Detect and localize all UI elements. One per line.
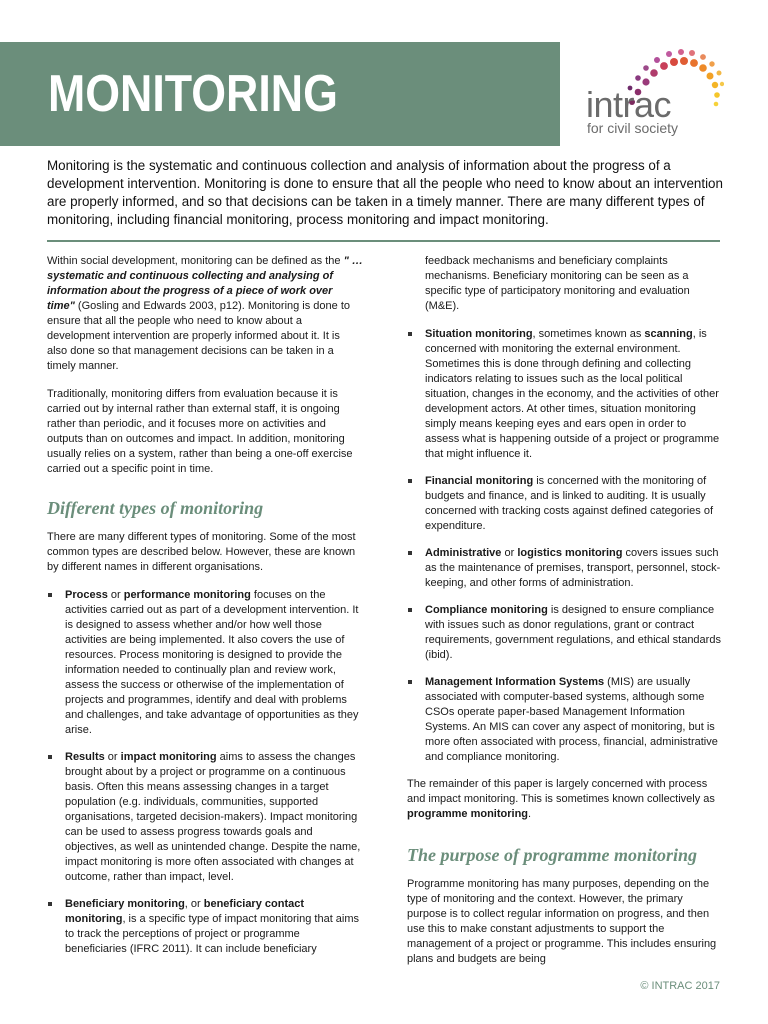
- list-item: [47, 750, 363, 885]
- connector: , or: [184, 898, 204, 910]
- definition-quote: " … systematic and continuous collecting and analysing of information about the progress of a piece of work over time": [47, 255, 363, 312]
- description: aims to assess the changes brought about by a project or programme on a continuous basis. Often this means assessing changes in a target population (e.g. individuals, communities, supported organisations, targeted decision-makers). Impact monitoring can be used to assess progress towards goals and objectives, as well as unintended change. Despite the name, impact monitoring is more often associated with changes at outcome, rather than impact, level.: [65, 751, 361, 883]
- list-item: [407, 546, 723, 591]
- remainder-text-end: .: [528, 808, 532, 820]
- copyright-footer: © INTRAC 2017: [640, 980, 720, 992]
- intro-paragraph: Monitoring is the systematic and continuous collection and analysis of information about the progress of a development intervention. Monitoring is done to ensure that all the people who need to know about an intervention are properly informed, and so that decisions can be taken in a timely manner. There are many different types of monitoring, including financial monitoring, process monitoring and impact monitoring.: [47, 158, 723, 227]
- connector: or: [107, 589, 124, 601]
- term: Beneficiary monitoring: [65, 898, 185, 910]
- description: , is a specific type of impact monitoring that aims to track the perceptions of project or programme beneficiaries (IFRC 2011). It can include beneficiary: [65, 913, 360, 955]
- connector: or: [501, 547, 518, 559]
- description: (MIS) are usually associated with computer-based systems, although some CSOs operate paper-based Management Information Systems. An MIS can cover any aspect of monitoring, but is more often associated with process, financial, administrative and compliance monitoring.: [425, 676, 718, 763]
- term: Results: [65, 751, 105, 763]
- description: is designed to ensure compliance with issues such as donor regulations, grant or contract requirements, government regulations, and ethical standards (ibid).: [425, 604, 721, 661]
- term: Process: [65, 589, 108, 601]
- term: Compliance monitoring: [425, 604, 548, 616]
- remainder-paragraph: [407, 777, 723, 822]
- description: , is concerned with monitoring the external environment. Sometimes this is done through defining and collecting indicators relating to issues such as the local political situation, changes in the economy, and the activities of other development actors. At other times, situation monitoring simply means keeping eyes and ears open in order to assess what is happening outside of a project or programme that might influence it.: [425, 328, 720, 460]
- term: programme monitoring: [407, 808, 529, 820]
- logo-tagline: for civil society: [587, 120, 679, 136]
- title-banner: [0, 42, 560, 146]
- term: beneficiary contact monitoring: [65, 898, 305, 925]
- term: scanning: [644, 328, 693, 340]
- remainder-text: The remainder of this paper is largely concerned with process and impact monitoring. This is sometimes known collectively as: [407, 778, 715, 805]
- term: logistics monitoring: [517, 547, 623, 559]
- bullet-icon: [48, 593, 52, 597]
- definition-text: Within social development, monitoring can be defined as the: [47, 255, 344, 267]
- page-title: MONITORING: [48, 65, 338, 123]
- purpose-paragraph: Programme monitoring has many purposes, depending on the type of monitoring and the context. However, the primary purpose is to collect regular information on progress, and then use this to make constant adjustments to support the management of a project or programme. This includes ensuring plans and budgets are being: [407, 878, 717, 965]
- types-list-continued: [407, 327, 723, 765]
- description: focuses on the activities carried out as part of a development intervention. It is designed to assess whether and/or how well those activities are being implemented. It also covers the use of resources. Process monitoring is designed to provide the information needed to continually plan and review work, assess the success or otherwise of the implementation of projects and programmes, identify and deal with problems and challenges, and take advantage of opportunities as they arise.: [65, 589, 359, 736]
- types-intro-paragraph: There are many different types of monitoring. Some of the most common types are described below. However, these are known by different names in different organisations.: [47, 531, 356, 573]
- term: performance monitoring: [123, 589, 251, 601]
- term: impact monitoring: [120, 751, 217, 763]
- heading-purpose: The purpose of programme monitoring: [407, 845, 698, 865]
- bullet-icon: [48, 755, 52, 759]
- list-item: [407, 675, 723, 765]
- bullet-icon: [408, 680, 412, 684]
- types-list: [47, 588, 363, 957]
- section-divider: [47, 240, 720, 242]
- bullet-icon: [408, 479, 412, 483]
- term: Administrative: [425, 547, 502, 559]
- list-item: [47, 897, 363, 957]
- term: Management Information Systems: [425, 676, 605, 688]
- description: is concerned with the monitoring of budgets and finance, and is linked to auditing. It is usually concerned with tracking costs against defined categories of expenditure.: [425, 475, 713, 532]
- bullet-icon: [408, 551, 412, 555]
- description: covers issues such as the maintenance of premises, transport, personnel, stock-keeping, and other forms of administration.: [425, 547, 721, 589]
- definition-paragraph: [47, 254, 363, 374]
- logo-wordmark: intrac: [586, 84, 672, 125]
- list-item: [407, 474, 723, 534]
- term: Situation monitoring: [425, 328, 533, 340]
- heading-types: Different types of monitoring: [47, 498, 264, 518]
- bullet-icon: [408, 332, 412, 336]
- definition-text-2: (Gosling and Edwards 2003, p12). Monitoring is done to ensure that all the people who need to know about a development intervention are properly informed about it. It is also done so that management decisions can be taken in a timely manner.: [47, 300, 351, 372]
- left-column: [47, 254, 363, 969]
- list-item: [407, 603, 723, 663]
- bullet-icon: [408, 608, 412, 612]
- list-item: [47, 588, 363, 738]
- list-item: [407, 327, 723, 462]
- bullet-icon: [48, 902, 52, 906]
- traditional-paragraph: Traditionally, monitoring differs from evaluation because it is carried out by internal rather than external staff, it is ongoing rather than periodic, and it focuses more on activities and outputs than on outcomes and impact. In addition, monitoring usually relies on a system, rather than being a one-off exercise carried out a specific point in time.: [47, 388, 353, 475]
- connector: or: [104, 751, 121, 763]
- right-column: [407, 254, 723, 980]
- continued-paragraph: feedback mechanisms and beneficiary complaints mechanisms. Beneficiary monitoring can be seen as a specific type of participatory monitoring and evaluation (M&E).: [425, 255, 690, 312]
- intrac-logo: [584, 48, 734, 140]
- connector: , sometimes known as: [532, 328, 645, 340]
- term: Financial monitoring: [425, 475, 534, 487]
